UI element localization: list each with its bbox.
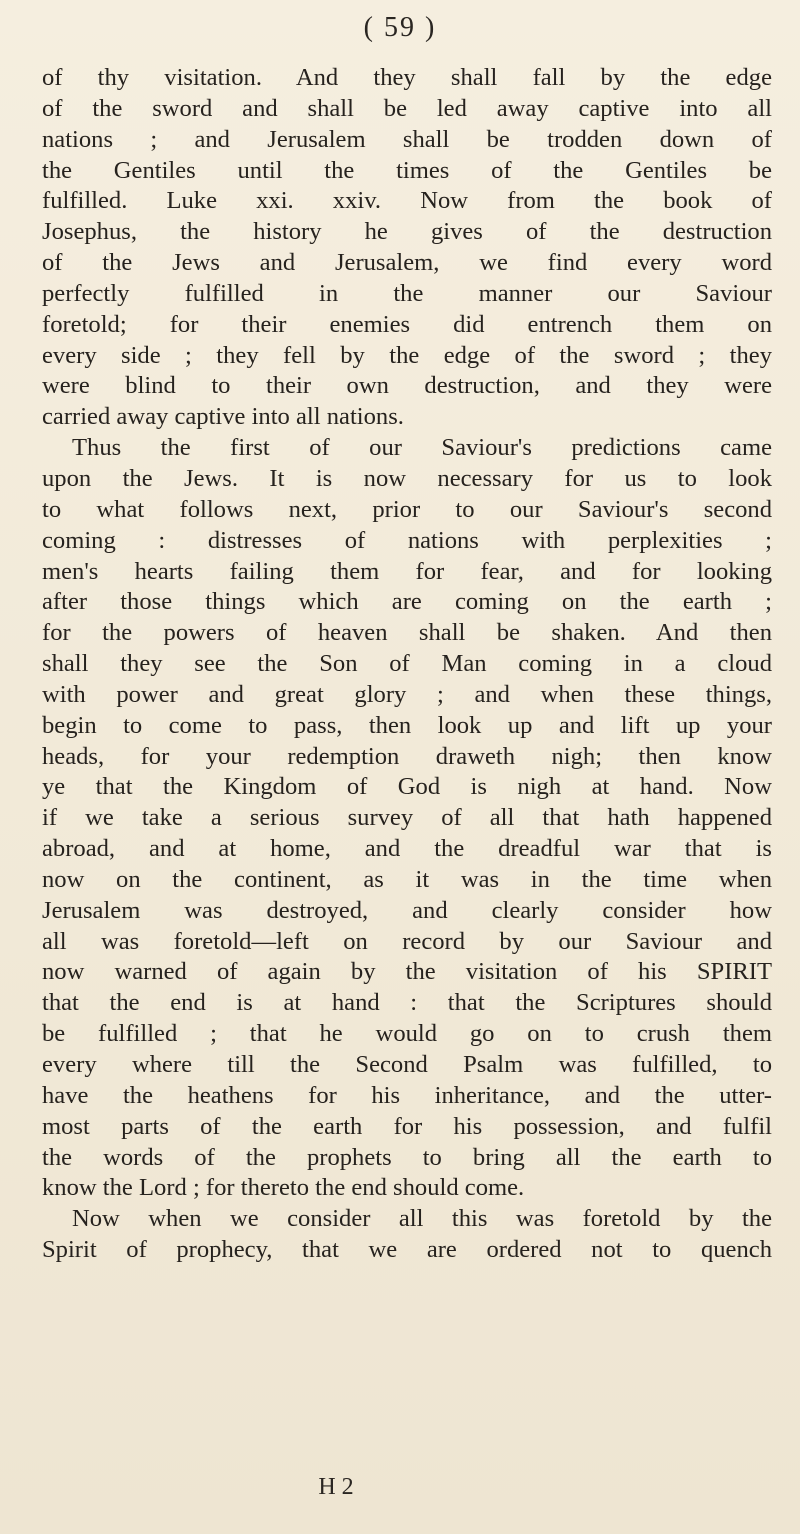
text-line: of the sword and shall be led away captive into all bbox=[42, 94, 772, 122]
paragraph-start-line: Thus the first of our Saviour's predictions came bbox=[72, 434, 772, 462]
text-line: shall they see the Son of Man coming in a cloud bbox=[42, 650, 772, 678]
text-line: to what follows next, prior to our Saviour's second bbox=[42, 495, 772, 523]
text-line: be fulfilled ; that he would go on to crush them bbox=[42, 1020, 772, 1048]
body-text bbox=[42, 63, 772, 1266]
paragraph-start-line: Now when we consider all this was foretold by the bbox=[72, 1205, 772, 1233]
signature-mark bbox=[0, 1474, 800, 1501]
text-line: of the Jews and Jerusalem, we find every word bbox=[42, 249, 772, 277]
text-line: every side ; they fell by the edge of the sword ; they bbox=[42, 341, 772, 369]
text-line: foretold; for their enemies did entrench them on bbox=[42, 310, 772, 338]
text-line: have the heathens for his inheritance, and the utter- bbox=[42, 1081, 772, 1109]
text-line: most parts of the earth for his possession, and fulfil bbox=[42, 1112, 772, 1140]
text-line: Josephus, the history he gives of the destruction bbox=[42, 218, 772, 246]
text-line: now on the continent, as it was in the time when bbox=[42, 865, 772, 893]
text-line: heads, for your redemption draweth nigh; then know bbox=[42, 742, 772, 770]
text-line: with power and great glory ; and when these things, bbox=[42, 680, 772, 708]
text-line: upon the Jews. It is now necessary for us to look bbox=[42, 464, 772, 492]
text-line: the words of the prophets to bring all the earth to bbox=[42, 1143, 772, 1171]
text-line: all was foretold—left on record by our Saviour and bbox=[42, 927, 772, 955]
text-line: the Gentiles until the times of the Gentiles be bbox=[42, 156, 772, 184]
text-line: every where till the Second Psalm was fulfilled, to bbox=[42, 1051, 772, 1078]
text-line: carried away captive into all nations. bbox=[42, 403, 404, 431]
text-line: for the powers of heaven shall be shaken. And then bbox=[42, 619, 772, 647]
text-line: begin to come to pass, then look up and lift up your bbox=[42, 711, 772, 739]
text-line: abroad, and at home, and the dreadful war that is bbox=[42, 835, 772, 863]
text-line: fulfilled. Luke xxi. xxiv. Now from the book of bbox=[42, 187, 772, 215]
text-line: that the end is at hand : that the Scriptures should bbox=[42, 989, 772, 1017]
text-line: know the Lord ; for thereto the end should come. bbox=[42, 1174, 525, 1202]
text-line: ye that the Kingdom of God is nigh at hand. Now bbox=[42, 773, 772, 801]
text-line: Spirit of prophecy, that we are ordered not to quench bbox=[42, 1236, 772, 1264]
page-number: ( 59 ) bbox=[363, 12, 437, 43]
text-line: men's hearts failing them for fear, and for looking bbox=[42, 557, 772, 585]
text-line: of thy visitation. And they shall fall by the edge bbox=[42, 64, 772, 91]
text-line: Jerusalem was destroyed, and clearly consider how bbox=[42, 896, 772, 924]
text-line: were blind to their own destruction, and they were bbox=[42, 372, 772, 400]
text-line: perfectly fulfilled in the manner our Saviour bbox=[42, 279, 772, 307]
text-line: coming : distresses of nations with perplexities ; bbox=[42, 526, 772, 554]
signature-text: H 2 bbox=[318, 1474, 354, 1500]
text-line: now warned of again by the visitation of his SPIRIT bbox=[42, 958, 772, 986]
text-line: if we take a serious survey of all that hath happened bbox=[42, 804, 772, 832]
text-line: after those things which are coming on the earth ; bbox=[42, 588, 772, 616]
text-line: nations ; and Jerusalem shall be trodden down of bbox=[42, 125, 772, 153]
